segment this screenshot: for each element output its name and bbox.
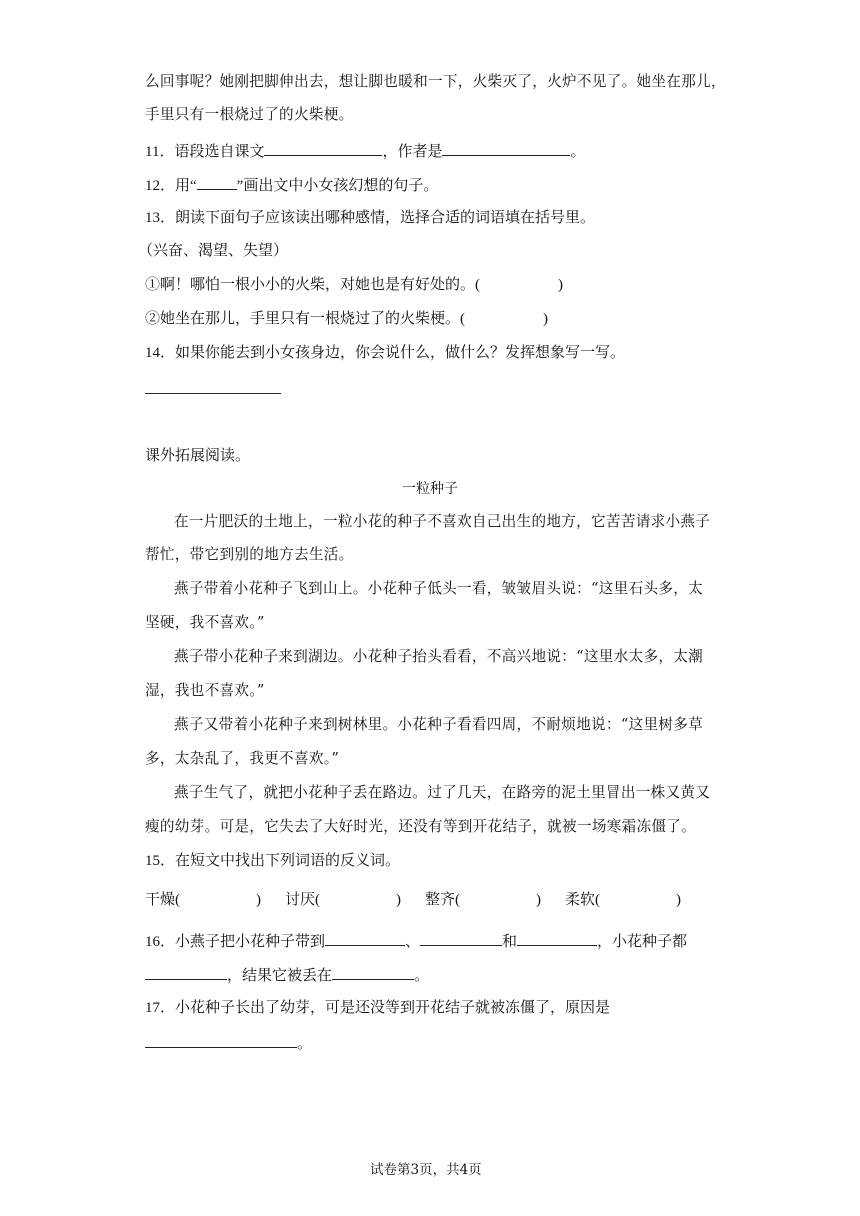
story-line: 燕子又带着小花种子来到树林里。小花种子看看四周，不耐烦地说：“这里树多草 [174,716,704,733]
question-13-sentence-1 [145,275,563,295]
answer-blank[interactable] [325,930,405,946]
question-text: 、 [405,934,421,950]
antonym-prompt: 柔软( [565,892,600,908]
antonym-prompt: 讨厌( [285,892,320,908]
antonym-prompt: 干燥( [145,892,180,908]
question-14-stem: 14．如果你能去到小女孩身边，你会说什么，做什么？发挥想象写一写。 [145,345,626,361]
close-paren: ) [396,892,401,908]
question-12 [145,174,438,196]
question-16-line-2 [145,964,429,986]
answer-blank[interactable] [332,964,414,980]
question-text: 。 [414,968,430,984]
question-17-stem: 17．小花种子长出了幼芽，可是还没等到开花结子就被冻僵了，原因是 [145,1000,611,1016]
underline-mark [197,174,237,190]
answer-blank[interactable] [442,140,570,156]
close-paren: ) [676,892,681,908]
question-text: 11．语段选自课文 [145,144,265,160]
story-line: 在一片肥沃的土地上，一粒小花的种子不喜欢自己出生的地方，它苦苦请求小燕子 [174,513,711,530]
section-heading: 课外拓展阅读。 [145,448,251,464]
sentence-text: ①啊！哪怕一根小小的火柴，对她也是有好处的。( [145,277,480,293]
question-text: 和 [502,934,518,950]
story-line: 瘦的幼芽。可是，它失去了大好时光，还没有等到开花结子，就被一场寒霜冻僵了。 [145,818,697,835]
close-paren: ) [256,892,261,908]
question-17-answer [145,1032,312,1054]
answer-blank[interactable] [145,964,227,980]
question-13-sentence-2 [145,309,548,329]
close-paren: ) [558,277,563,293]
story-title: 一粒种子 [402,481,458,497]
question-text: ，小花种子都 [597,934,688,950]
question-text: 。 [570,144,586,160]
passage-line: 手里只有一根烧过了的火柴梗。 [145,106,354,123]
question-15-stem: 15．在短文中找出下列词语的反义词。 [145,853,401,869]
question-11 [145,140,585,162]
question-16-line-1 [145,930,687,952]
question-text: ”画出文中小女孩幻想的句子。 [236,178,439,194]
question-text: ，作者是 [382,144,443,160]
antonym-prompt: 整齐( [425,892,460,908]
page-footer: 试卷第3页，共4页 [370,1162,482,1178]
story-line: 帮忙，带它到别的地方去生活。 [145,546,354,563]
answer-blank[interactable] [264,140,382,156]
question-13-stem: 13．朗读下面句子应该读出哪种感情，选择合适的词语填在括号里。 [145,210,596,226]
close-paren: ) [536,892,541,908]
story-line: 燕子生气了，就把小花种子丢在路边。过了几天，在路旁的泥土里冒出一株又黄又 [174,784,711,801]
story-line: 多，太杂乱了，我更不喜欢。” [145,750,340,767]
passage-line: 么回事呢？她刚把脚伸出去，想让脚也暖和一下，火柴灭了，火炉不见了。她坐在那儿， [145,73,726,90]
story-line: 湿，我也不喜欢。” [145,682,265,699]
close-paren: ) [543,311,548,327]
answer-blank[interactable] [420,930,502,946]
question-text: 12．用“ [145,178,197,194]
answer-blank[interactable] [145,1032,297,1048]
question-text: 。 [297,1036,313,1052]
story-line: 燕子带小花种子来到湖边。小花种子抬头看看，不高兴地说：“这里水太多，太潮 [174,648,704,665]
sentence-text: ②她坐在那儿，手里只有一根烧过了的火柴梗。( [145,311,465,327]
question-text: 16．小燕子把小花种子带到 [145,934,326,950]
question-15-blanks [145,890,681,910]
story-line: 燕子带着小花种子飞到山上。小花种子低头一看，皱皱眉头说：“这里石头多，太 [174,580,704,597]
story-line: 坚硬，我不喜欢。” [145,614,265,631]
answer-line[interactable] [145,393,281,394]
question-13-options: （兴奋、渴望、失望） [138,243,289,259]
question-text: ，结果它被丢在 [227,968,333,984]
answer-blank[interactable] [517,930,597,946]
